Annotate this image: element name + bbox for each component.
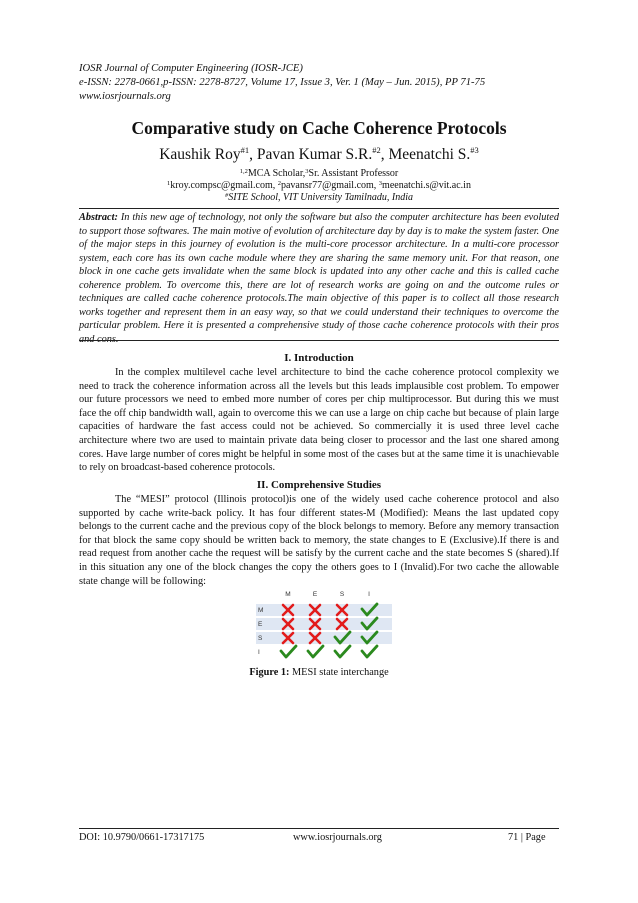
institution-name: SITE School, VIT University Tamilnadu, India [228, 192, 413, 203]
row-header: S [258, 635, 263, 642]
role-text: Sr. Assistant Professor [308, 168, 399, 179]
introduction-paragraph: In the complex multilevel cache level architecture to bind the cache coherence protocol complexity we need to track the coherence information across all the levels but this leads implausible cost problem. To empower our future processors we need to embed more number of cores per chip multiprocessor. But during this we must face the off chip bandwidth wall, again to overcome this we can use a large on chip cache but because of plain large capacities of hardware the fast access could not be achieved. So commercially it is used three level cache architecture where two are used to maintain private data being closer to processor and the last one shared among cores. Have large number of cores might be helpful in some most of the cases but at the same time it is unachievable to rely on broadcast-based coherence protocols. [79, 367, 559, 474]
column-header: S [339, 591, 345, 598]
paper-title: Comparative study on Cache Coherence Protocols [131, 118, 507, 138]
institution-mark: # [225, 192, 229, 199]
column-header: E [312, 591, 318, 598]
author-mark: #2 [372, 145, 381, 155]
abstract [79, 211, 559, 346]
author-mark: #3 [470, 145, 479, 155]
email-mark: 3 [378, 180, 383, 187]
checkmark-icon [281, 646, 296, 657]
row-header: M [258, 607, 264, 614]
footer-site: www.iosrjournals.org [293, 832, 382, 843]
role-mark: 1,2 [239, 168, 248, 175]
author-name: Pavan Kumar S.R. [256, 146, 373, 163]
author-separator: , [249, 146, 257, 163]
author-list [0, 146, 638, 164]
comprehensive-studies-paragraph: The “MESI” protocol (Illinois protocol)is one of the widely used cache coherence protocol and also supported by cache write-back policy. It has four different states-M (Modified): Means the last updated copy belongs to the current cache and the previous copy of the block belongs to memory. Before any memory transaction for that block the same copy should be written back to memory, the state changes to E (Exclusive).If there is and read request from another cache the request will be satisfy by the current cache and the state becomes S (shared).If in this situation any one of the block changes the copy the others goes to I (Invalid).For two cache the allowable state change will be following: [79, 494, 559, 587]
abstract-text: In this new age of technology, not only the software but also the computer architecture has been evoluted to support those softwares. The main motive of evolution of architecture day by day is to make the system faster. One of the major steps in this journey of evolution is the multi-core processor architecture. In a multi-core processor system, each core has its own cache module where they are sharing the same memory unit. For that reason, one block in one cache gets invalidate when the same block is updated into any other cache and this is called cache coherence problem. To overcome this, there are lot of research works are going on and the outcome rules or techniques are called cache coherence protocols.The main objective of this paper is to collect all those research works together and represent them in an easy way, so that we could understand their techniques to overcome the particular problem. Here it is presented a comprehensive study of those cache coherence protocols with their pros and cons. [79, 212, 559, 345]
checkmark-icon [362, 646, 377, 657]
footer-rule [79, 828, 559, 829]
author-name: Meenatchi S. [388, 146, 471, 163]
journal-name: IOSR Journal of Computer Engineering (IOSR-JCE) [79, 63, 303, 74]
abstract-label: Abstract: [79, 212, 118, 223]
author-emails [0, 180, 638, 191]
column-header: M [285, 591, 291, 598]
author-separator: , [380, 146, 389, 163]
email-link[interactable]: kroy.compsc@gmail.com, [170, 180, 278, 191]
row-header: E [258, 621, 263, 628]
email-mark: 2 [277, 180, 281, 187]
checkmark-icon [335, 646, 350, 657]
role-mark: 3 [305, 168, 309, 175]
abstract-top-rule [79, 208, 559, 209]
row-header: I [258, 649, 260, 656]
journal-url: www.iosrjournals.org [79, 91, 171, 102]
journal-header [79, 62, 579, 104]
mesi-state-figure [246, 588, 394, 660]
footer-page-number: 71 | Page [508, 832, 546, 843]
journal-issn: e-ISSN: 2278-0661,p-ISSN: 2278-8727, Volume 17, Issue 3, Ver. 1 (May – Jun. 2015), PP 71-75 [79, 77, 486, 88]
checkmark-icon [308, 646, 323, 657]
section-heading-introduction: I. Introduction [284, 352, 354, 364]
figure-caption-label: Figure 1: [249, 667, 290, 678]
footer-doi: DOI: 10.9790/0661-17317175 [79, 832, 205, 843]
author-institution [0, 192, 638, 203]
figure-caption [0, 667, 638, 678]
figure-caption-text: MESI state interchange [289, 667, 389, 678]
email-mark: 1 [167, 180, 171, 187]
email-link[interactable]: meenatchi.s@vit.ac.in [382, 180, 471, 191]
column-header: I [368, 591, 370, 598]
author-mark: #1 [240, 145, 250, 155]
author-name: Kaushik Roy [159, 146, 241, 163]
email-link[interactable]: pavansr77@gmail.com, [280, 180, 379, 191]
section-heading-comprehensive-studies: II. Comprehensive Studies [256, 479, 382, 491]
abstract-bottom-rule [79, 340, 559, 341]
author-roles [0, 168, 638, 179]
role-text: MCA Scholar, [247, 168, 306, 179]
